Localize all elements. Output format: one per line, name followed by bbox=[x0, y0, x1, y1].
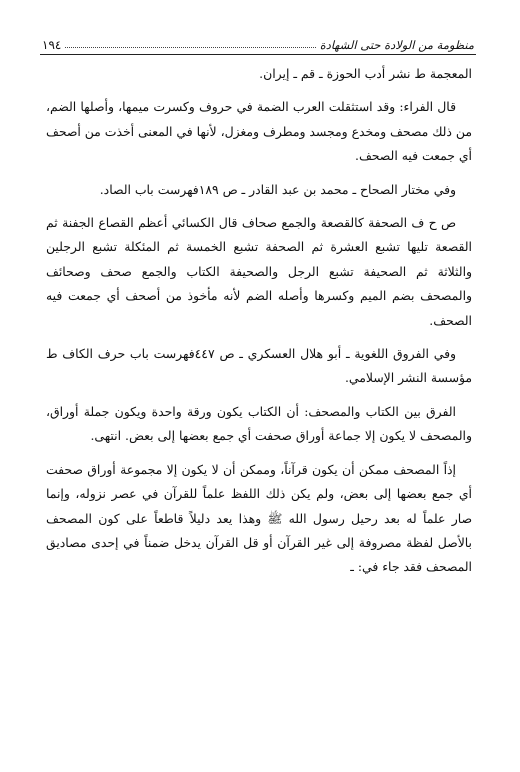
paragraph-mukhtar-citation: وفي مختار الصحاح ـ محمد بن عبد القادر ـ ص ١٨٩فهرست باب الصاد. bbox=[99, 181, 456, 197]
paragraph-mukhtar-text: ص ح ف الصحفة كالقصعة والجمع صحاف قال الكسائي أعظم القصاع الجفنة ثم القصعة تليها تشبع العشرة ثم الصحفة تشبع الخمسة ثم المئكلة تشبع الرجلين والثلاثة ثم الصحيفة تشبع الرجل والصحيفة الكتاب والجمع صحف وصحائف والمصحف بضم الميم وكسرها وأصله الضم لأنه مأخوذ من أصحف أي جمعت فيه الصحف. bbox=[46, 215, 472, 328]
paragraph-furuq-text: الفرق بين الكتاب والمصحف: أن الكتاب يكون ورقة واحدة ويكون جملة أوراق، والمصحف لا يكون إلا جماعة أوراق صحفت أي جمع بعضها إلى بعض. انتهى. bbox=[46, 403, 472, 444]
paragraph-continuation: المعجمة ط نشر أدب الحوزة ـ قم ـ إيران. bbox=[259, 66, 472, 81]
paragraph-conclusion: إذاً المصحف ممكن أن يكون قرآناً، وممكن أن لا يكون إلا مجموعة أوراق صحفت أي جمع بعضها إلى بعض، ولم يكن ذلك اللفظ علماً للقرآن في عصر نزوله، وإنما صار علماً له بعد رحيل رسول الله ﷺ وهذا يعد دليلاً قاطعاً على كون المصحف بالأصل لفظة مصروفة إلى غير القرآن أو قل القرآن يدخل ضمناً في إحدى مصاديق المصحف فقد جاء في: ـ bbox=[46, 461, 472, 575]
header-rule bbox=[40, 54, 476, 55]
page-number: ١٩٤ bbox=[42, 38, 62, 52]
paragraph-furuq-citation: وفي الفروق اللغوية ـ أبو هلال العسكري ـ ص ٤٤٧فهرست باب حرف الكاف ط مؤسسة النشر الإسلامي. bbox=[46, 346, 472, 386]
header-title: منظومة من الولادة حتى الشهادة bbox=[319, 38, 474, 52]
running-header bbox=[42, 30, 474, 52]
paragraph-farra: قال الفراء: وقد استثقلت العرب الضمة في حروف وكسرت ميمها، وأصلها الضم، من ذلك مصحف ومخدع ومجسد ومطرف ومغزل، لأنها في المعنى أخذت من أصحف أي جمعت فيه الصحف. bbox=[46, 99, 472, 164]
header-dot-leader bbox=[65, 46, 315, 48]
page-body bbox=[46, 62, 472, 586]
